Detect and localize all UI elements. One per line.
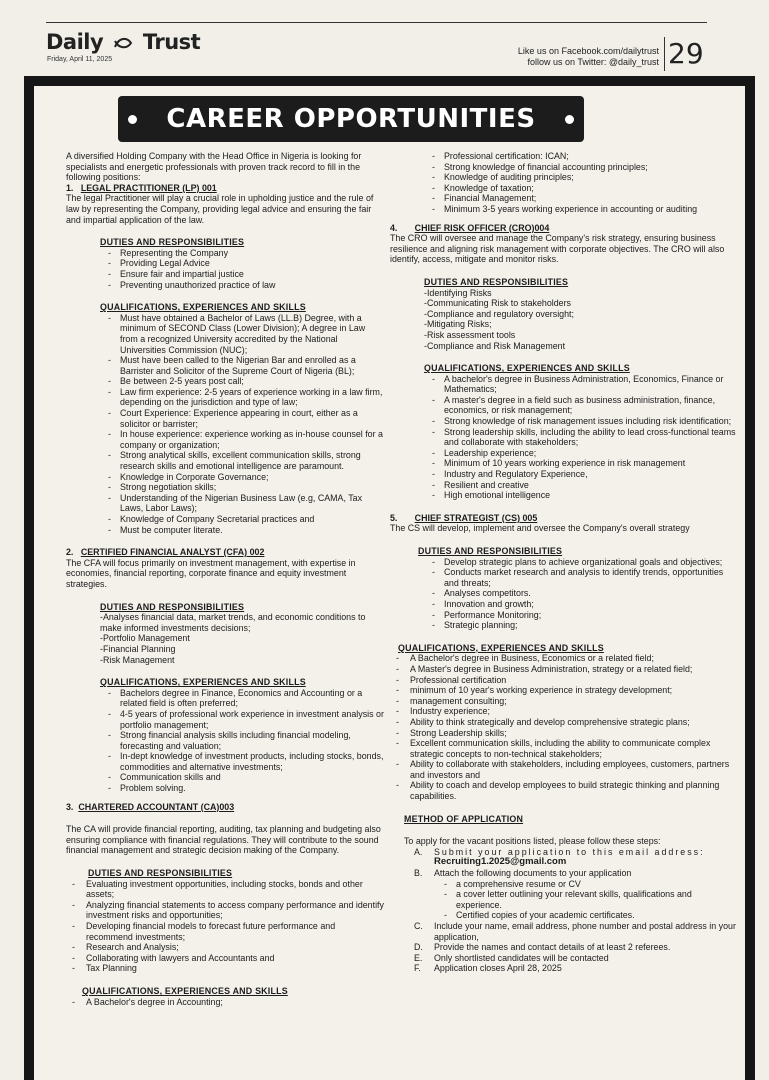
method-step-e	[390, 953, 740, 964]
list-item: - Knowledge of Company Secretarial practices and	[84, 514, 384, 525]
list-item: - 4-5 years of professional work experience in investment analysis or portfolio management;	[84, 709, 384, 730]
cfa-description: The CFA will focus primarily on investment management, with expertise in economies, financial reporting, corporate finance and equity investment strategies.	[66, 557, 356, 589]
list-item: - Innovation and growth;	[408, 599, 740, 610]
cro-duties-heading: DUTIES AND RESPONSIBILITIES	[424, 276, 569, 287]
application-email[interactable]: Recruiting1.2025@gmail.com	[434, 856, 567, 868]
method-b-items	[390, 879, 740, 921]
list-item: - Must be computer literate.	[84, 525, 384, 536]
list-item: - Analyses competitors.	[408, 588, 740, 599]
section-cro-title	[390, 223, 740, 234]
section-cfa-title	[66, 547, 384, 558]
lp-qual-heading: QUALIFICATIONS, EXPERIENCES AND SKILLS	[100, 302, 306, 313]
list-item: - A bachelor's degree in Business Administration, Economics, Finance or Mathematics;	[408, 374, 740, 395]
cro-description: The CRO will oversee and manage the Company's risk strategy, ensuring business resilience and aligning risk management with corporate objectives. The CRO will also identify, access, mitigate and monitor risks.	[390, 233, 725, 265]
step-text: Include your name, email address, phone number and postal address in your application,	[434, 921, 736, 942]
step-letter: B.	[414, 868, 423, 879]
list-item: - Strong financial analysis skills including financial modeling, forecasting and valuation;	[84, 730, 384, 751]
list-item: - Conducts market research and analysis to identify trends, opportunities and threats;	[408, 567, 740, 588]
list-item: - Must have obtained a Bachelor of Laws (LL.B) Degree, with a minimum of SECOND Class (Lower Division); A degree in Law from a recognized University accredited by the National Universities Commission (NUC);	[84, 313, 384, 355]
list-item: - Strong analytical skills, excellent communication skills, strong research skills and emotional intelligence are paramount.	[84, 450, 384, 471]
lp-duties-heading: DUTIES AND RESPONSIBILITIES	[100, 237, 245, 248]
right-column	[390, 151, 740, 974]
ca-quals-continued	[390, 151, 740, 215]
list-item: - Strong knowledge of financial accounting principles;	[408, 162, 740, 173]
list-item: - Knowledge of taxation;	[408, 183, 740, 194]
step-letter: F.	[414, 963, 421, 974]
list-item: - Be between 2-5 years post call;	[84, 376, 384, 387]
list-item: - Research and Analysis;	[66, 942, 384, 953]
list-item: - Leadership experience;	[408, 448, 740, 459]
list-item: - Court Experience: Experience appearing in court, either as a solicitor or barrister;	[84, 408, 384, 429]
method-step-c	[390, 921, 740, 942]
step-text: Provide the names and contact details of at least 2 referees.	[434, 942, 671, 953]
method-heading: METHOD OF APPLICATION	[404, 813, 524, 824]
list-item: - Bachelors degree in Finance, Economics and Accounting or a related field is often preferred;	[84, 688, 384, 709]
cro-number: 4.	[390, 222, 398, 233]
cs-title: CHIEF STRATEGIST (CS) 005	[414, 512, 538, 523]
issue-date: Friday, April 11, 2025	[47, 56, 113, 63]
lp-description: The legal Practitioner will play a crucial role in upholding justice and the rule of law by representing the Company, providing legal advice and ensuring the fair and impartial application of the law.	[66, 193, 374, 225]
list-item: - Preventing unauthorized practice of law	[84, 280, 384, 291]
twitter-link[interactable]: follow us on Twitter: @daily_trust	[527, 57, 659, 67]
list-item: - Tax Planning	[66, 963, 384, 974]
cfa-title: CERTIFIED FINANCIAL ANALYST (CFA) 002	[80, 547, 265, 558]
list-item: - Performance Monitoring;	[408, 610, 740, 621]
list-item: -Compliance and Risk Management	[424, 340, 566, 351]
logo-mark-icon	[113, 32, 133, 48]
list-item: - Strong Leadership skills;	[390, 728, 740, 739]
list-item: - Strategic planning;	[408, 620, 740, 631]
logo-text-left: Daily	[46, 30, 104, 54]
list-item: - Industry and Regulatory Experience,	[408, 469, 740, 480]
cfa-duties-list	[66, 612, 384, 665]
list-item: - Ability to collaborate with stakeholders, including employees, customers, partners and investors and	[390, 759, 740, 780]
list-item: - a comprehensive resume or CV	[420, 879, 740, 890]
cs-number: 5.	[390, 512, 398, 523]
step-text: Attach the following documents to your application	[434, 868, 632, 879]
ca-description: The CA will provide financial reporting, auditing, tax planning and budgeting also ensuring compliance with financial regulations. They will contribute to the sound financial management and strategic decision making of the Company.	[66, 824, 381, 856]
list-item: - minimum of 10 year's working experience in strategy development;	[390, 685, 740, 696]
list-item: - Financial Management;	[408, 193, 740, 204]
cro-duties-list	[390, 288, 740, 352]
list-item: -Financial Planning	[100, 643, 176, 654]
method-step-d	[390, 942, 740, 953]
cs-quals-list	[390, 653, 740, 801]
section-lp-title	[66, 183, 384, 194]
step-letter: C.	[414, 921, 423, 931]
list-item: - Excellent communication skills, including the ability to communicate complex strategic concepts to non-technical stakeholders;	[390, 738, 740, 759]
list-item: - Collaborating with lawyers and Accountants and	[66, 953, 384, 964]
ca-title: CHARTERED ACCOUNTANT (CA)003	[78, 801, 235, 812]
list-item: - Ability to think strategically and develop comprehensive strategic plans;	[390, 717, 740, 728]
list-item: - Problem solving.	[84, 783, 384, 794]
list-item: - Communication skills and	[84, 772, 384, 783]
masthead-rule	[46, 22, 707, 23]
list-item: - Strong negotiation skills;	[84, 482, 384, 493]
cfa-qual-heading: QUALIFICATIONS, EXPERIENCES AND SKILLS	[100, 677, 306, 688]
newspaper-logo	[46, 30, 200, 54]
list-item: - Minimum of 10 years working experience in risk management	[408, 458, 740, 469]
ca-qual-heading: QUALIFICATIONS, EXPERIENCES AND SKILLS	[82, 985, 288, 996]
step-text: Only shortlisted candidates will be contacted	[434, 952, 609, 963]
cro-quals-list	[390, 374, 740, 501]
lp-number: 1.	[66, 182, 74, 193]
section-cs-title	[390, 513, 740, 524]
banner-title: CAREER OPPORTUNITIES	[166, 104, 536, 134]
cs-qual-heading: QUALIFICATIONS, EXPERIENCES AND SKILLS	[398, 642, 604, 653]
list-item: - Minimum 3-5 years working experience in accounting or auditing	[408, 204, 740, 215]
list-item: - Certified copies of your academic certificates.	[420, 910, 740, 921]
list-item: -Compliance and regulatory oversight;	[424, 308, 574, 319]
section-ca-title	[66, 802, 384, 813]
list-item: - Knowledge in Corporate Governance;	[84, 472, 384, 483]
method-intro: To apply for the vacant positions listed, please follow these steps:	[404, 836, 661, 847]
cs-duties-heading: DUTIES AND RESPONSIBILITIES	[418, 546, 563, 556]
list-item: - Professional certification: ICAN;	[408, 151, 740, 162]
list-item: - Must have been called to the Nigerian Bar and enrolled as a Barrister and Solicitor of the Supreme Court of Nigeria (BL);	[84, 355, 384, 376]
list-item: - Representing the Company	[84, 248, 384, 259]
list-item: - Understanding of the Nigerian Business Law (e.g, CAMA, Tax Laws, Labor Laws);	[84, 493, 384, 514]
list-item: - Developing financial models to forecast future performance and recommend investments;	[66, 921, 384, 942]
cfa-number: 2.	[66, 547, 74, 558]
list-item: -Portfolio Management	[100, 633, 190, 644]
ca-duties-heading: DUTIES AND RESPONSIBILITIES	[88, 868, 233, 879]
social-links	[518, 46, 659, 68]
list-item: - Resilient and creative	[408, 480, 740, 491]
intro-text: A diversified Holding Company with the Head Office in Nigeria is looking for specialists and energetic professionals with proven track record to fill in the following positions:	[66, 151, 362, 183]
method-step-f	[390, 963, 740, 974]
list-item: -Identifying Risks	[424, 287, 492, 298]
page-number: 29	[668, 37, 704, 70]
step-text: Application closes April 28, 2025	[434, 963, 562, 974]
lp-title: LEGAL PRACTITIONER (LP) 001	[80, 182, 217, 193]
facebook-link[interactable]: Like us on Facebook.com/dailytrust	[517, 46, 659, 56]
list-item: -Communicating Risk to stakeholders	[424, 298, 571, 309]
list-item: -Mitigating Risks;	[424, 319, 492, 330]
list-item: - In house experience: experience working as in-house counsel for a company or organization;	[84, 429, 384, 450]
list-item: - Strong leadership skills, including the ability to lead cross-functional teams and collaborate with stakeholders;	[408, 427, 740, 448]
ca-duties-list	[66, 879, 384, 974]
list-item: - a cover letter outlining your relevant skills, qualifications and experience.	[420, 889, 740, 910]
list-item: - Professional certification	[390, 675, 740, 686]
lp-quals-list	[66, 313, 384, 535]
list-item: -Risk Management	[100, 654, 175, 665]
list-item: - In-dept knowledge of investment products, including stocks, bonds, commodities and alternative investments;	[84, 751, 384, 772]
list-item: - Evaluating investment opportunities, including stocks, bonds and other assets;	[66, 879, 384, 900]
method-step-a	[390, 847, 740, 858]
list-item: - High emotional intelligence	[408, 490, 740, 501]
list-item: - Industry experience;	[390, 706, 740, 717]
cro-title: CHIEF RISK OFFICER (CRO)004	[414, 222, 550, 233]
cs-duties-list	[390, 557, 740, 631]
list-item: - Ensure fair and impartial justice	[84, 269, 384, 280]
list-item: - Strong knowledge of risk management issues including risk identification;	[408, 416, 740, 427]
list-item: - A master's degree in a field such as business administration, finance, economics, or risk management;	[408, 395, 740, 416]
list-item: - A Bachelor's degree in Accounting;	[66, 997, 384, 1008]
list-item: -Analyses financial data, market trends, and economic conditions to make informed investments decisions;	[100, 612, 366, 633]
left-column	[66, 151, 384, 1007]
logo-text-right: Trust	[142, 30, 201, 54]
list-item: - A Bachelor's degree in Business, Economics or a related field;	[390, 653, 740, 664]
step-text: Submit your application to this email address:	[434, 846, 705, 857]
cfa-duties-heading: DUTIES AND RESPONSIBILITIES	[100, 601, 245, 612]
ca-number: 3.	[66, 801, 74, 812]
list-item: - Develop strategic plans to achieve organizational goals and objectives;	[408, 557, 740, 568]
cfa-quals-list	[66, 688, 384, 794]
list-item: - A Master's degree in Business Administration, strategy or a related field;	[390, 664, 740, 675]
list-item: - management consulting;	[390, 696, 740, 707]
list-item: - Providing Legal Advice	[84, 258, 384, 269]
list-item: - Law firm experience: 2-5 years of experience working in a law firm, depending on the jurisdiction and type of law;	[84, 387, 384, 408]
cro-qual-heading: QUALIFICATIONS, EXPERIENCES AND SKILLS	[424, 363, 630, 374]
step-letter: E.	[414, 952, 423, 963]
list-item: - Analyzing financial statements to access company performance and identify investment risks and opportunities;	[66, 900, 384, 921]
list-item: - Knowledge of auditing principles;	[408, 172, 740, 183]
list-item: -Risk assessment tools	[424, 329, 516, 340]
method-step-b	[390, 868, 740, 879]
lp-duties-list	[66, 248, 384, 290]
step-letter: D.	[414, 942, 423, 953]
step-letter: A.	[414, 846, 423, 857]
cs-description: The CS will develop, implement and oversee the Company's overall strategy	[390, 523, 690, 534]
list-item: - Ability to coach and develop employees to build strategic thinking and planning capabilities.	[390, 780, 740, 801]
masthead	[0, 0, 769, 88]
